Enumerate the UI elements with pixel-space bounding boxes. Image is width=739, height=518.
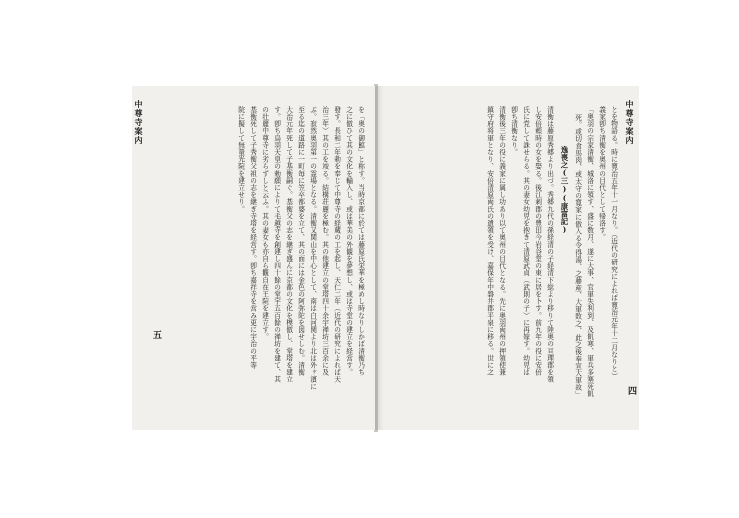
text-column: 卽ち清衡なり。	[509, 106, 518, 156]
section-heading: 逸喪之(三)(康富記)	[560, 146, 569, 234]
text-column: 發す。長和二年勅を奉じて中尊寺の経蔵の工を起し、天仁二年（近代の研究によれば天	[332, 106, 341, 383]
text-column: 鎮守府将軍となり、安倍清原両氏の遺領を受け、嘉保年中磐井郡平泉に移る。世に之	[485, 106, 494, 376]
right-page	[377, 86, 639, 430]
text-column: す。卽ち鳥羽天皇の勅願によりて毛越寺を創建し四十餘の堂宇五百餘の禅坊を建て、其	[272, 106, 281, 383]
text-column: 基衡死して子秀衡父祖の志を継ぎ寺塔を経営す。卽ち嘉祥寺を営み更に宇治の平等	[248, 106, 257, 369]
text-column: を「奥の御館」と称す。当時京都に於ては藤原氏栄華を極めし時なりしかば清衡乃ち	[356, 106, 365, 376]
page-number: 五	[151, 330, 161, 339]
text-column: 治三年）其の工を竣る。結構荘麗を極む。其の他建立の堂塔四十余宇禅坊三百余に及	[320, 106, 329, 376]
text-column: し安倍頼時の女を娶る。後江刺郡の豊田今岩谷堂の東に居を卜す。前九年の役に安倍	[533, 106, 542, 376]
text-column: ぶ。寂然奥羽第一の霊場となる。清衡又関山を中心として、南は白河関より北は外ヶ濱に	[308, 106, 317, 390]
text-column: 大治元年死して子基衡嗣ぐ。基衡父の志を継ぎ盛んに京都の文化を模倣し、堂塔を建立	[284, 106, 293, 383]
text-column: 清衡は藤原秀郷より出づ。秀郷九代の孫経清の子経清下総より移りて陸奥の亘理郡を領	[545, 106, 554, 383]
running-head: 中尊寺案内	[134, 100, 144, 145]
text-column: の壮麗中尊寺に劣らずしと云ふ。其の妻女も亦自ら觀自在王院を建立す。	[260, 106, 269, 341]
page-number: 四	[626, 386, 636, 395]
text-column: 清衡後三年の役に義家に属し功あり以て奥州の目代となる。先に奥羽両州の押領使兼	[497, 106, 506, 376]
text-column: 「奥羽の宗家清衡、城洛に領す、盛に数月、遂に大事、官軍失利到、及飢寒、軍兵多塞死飢	[585, 106, 594, 398]
text-column: 院に擬して無量光院を建立せり。	[236, 106, 245, 213]
text-column: 至る迄の道路に一町毎に笠卒都婆を立て、其の面には金色の阿弥陀を図せしむ。清衡	[296, 106, 305, 376]
text-column: とを物語る。時に寛治五年十一月なり。（近代の研究によれば寛治元年十二月なりと）	[609, 106, 618, 380]
left-page	[132, 86, 375, 430]
text-column: 氏に党して誅せらる。其の妻女幼児を抱きて清原武貞（武則の子）に再嫁す。幼児は	[521, 106, 530, 376]
text-column: 死。或切食馬肉、或太守の寛家に傲入る令得湯、之藤産、大軍敗之、此之後奉宣大軍故」	[573, 114, 582, 398]
text-column: 之に倣ひて其の文化を輸入し、或は華美の外観を夢想し、或は寺堂の建立を経営す。	[344, 106, 353, 376]
running-head: 中尊寺案内	[625, 100, 635, 145]
text-column: 義家卽ち清衡を奥州の目代として帰洛す。	[597, 106, 606, 241]
